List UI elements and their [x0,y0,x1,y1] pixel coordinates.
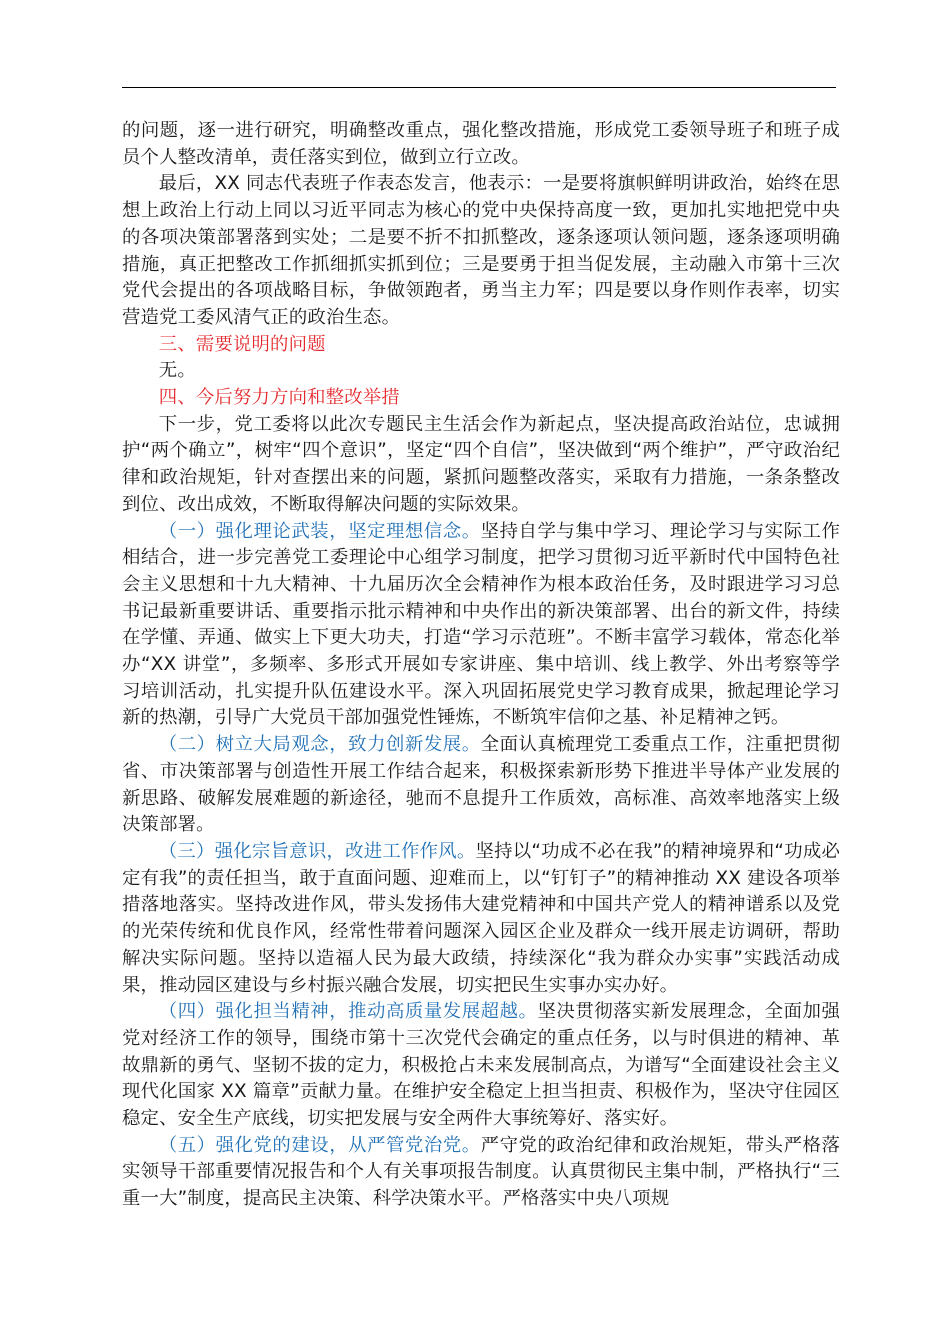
measure-paragraph [122,999,840,1133]
measure-lead: （三）强化宗旨意识，改进工作作风。 [158,840,476,862]
header-rule [122,87,836,88]
measure-text: 全面认真梳理党工委重点工作，注重把贯彻省、市决策部署与创造性开展工作结合起来，积极探索新形势下推进半导体产业发展的新思路、破解发展难题的新途径，驰而不息提升工作质效，高标准、高效率地落实上级决策部署。 [122,734,840,836]
measure-text: 坚决贯彻落实新发展理念，全面加强党对经济工作的领导，围绕市第十三次党代会确定的重点任务，以与时俱进的精神、革故鼎新的勇气、坚韧不拔的定力，积极抢占未来发展制高点，为谱写“全面建设社会主义现代化国家 XX 篇章”贡献力量。在维护安全稳定上担当担责、积极作为，坚决守住园区稳定、安全生产底线，切实把发展与安全两件大事统筹好、落实好。 [122,1001,840,1130]
measure-lead: （二）树立大局观念，致力创新发展。 [158,734,481,756]
body-paragraph: 的问题，逐一进行研究，明确整改重点，强化整改措施，形成党工委领导班子和班子成员个人整改清单，责任落实到位，做到立行立改。 [122,120,840,168]
measure-text: 坚持以“功成不必在我”的精神境界和“功成必定有我”的责任担当，敢于直面问题、迎难而上，以“钉钉子”的精神推动 XX 建设各项举措落地落实。坚持改进作风，带头发扬伟大建党精神和中国共产党人的精神谱系以及党的光荣传统和优良作风，经常性带着问题深入园区企业及群众一线开展走访调研，帮助解决实际问题。坚持以造福人民为最大政绩，持续深化“我为群众办实事”实践活动成果，推动园区建设与乡村振兴融合发展，切实把民生实事办实办好。 [122,840,840,996]
body-paragraph: 最后，XX 同志代表班子作表态发言，他表示：一是要将旗帜鲜明讲政治，始终在思想上政治上行动上同以习近平同志为核心的党中央保持高度一致，更加扎实地把党中央的各项决策部署落到实处；二是要不折不扣抓整改，逐条逐项认领问题，逐条逐项明确措施，真正把整改工作抓细抓实抓到位；三是要勇于担当促发展，主动融入市第十三次党代会提出的各项战略目标，争做领跑者，勇当主力军；四是要以身作则作表率，切实营造党工委风清气正的政治生态。 [122,173,840,328]
body-paragraph: 下一步，党工委将以此次专题民主生活会作为新起点，坚决提高政治站位，忠诚拥护“两个确立”，树牢“四个意识”，坚定“四个自信”，坚决做到“两个维护”，严守政治纪律和政治规矩，针对查摆出来的问题，紧抓问题整改落实，采取有力措施，一条条整改到位、改出成效，不断取得解决问题的实际效果。 [122,413,840,515]
section-heading: 四、今后努力方向和整改举措 [158,387,400,409]
measure-paragraph [122,839,840,999]
document-body [122,118,840,1213]
body-paragraph: 无。 [158,360,196,382]
measure-lead: （四）强化担当精神，推动高质量发展超越。 [158,1001,538,1023]
section-heading: 三、需要说明的问题 [158,333,326,355]
measure-lead: （一）强化理论武装，坚定理想信念。 [158,520,481,542]
measure-text: 严守党的政治纪律和政治规矩，带头严格落实领导干部重要情况报告和个人有关事项报告制度。认真贯彻民主集中制，严格执行“三重一大”制度，提高民主决策、科学决策水平。严格落实中央八项规 [122,1134,840,1210]
measure-paragraph [122,732,840,839]
measure-paragraph [122,519,840,733]
measure-lead: （五）强化党的建设，从严管党治党。 [158,1134,481,1156]
measure-paragraph [122,1133,840,1213]
measure-text: 坚持自学与集中学习、理论学习与实际工作相结合，进一步完善党工委理论中心组学习制度，把学习贯彻习近平新时代中国特色社会主义思想和十九大精神、十九届历次全会精神作为根本政治任务，及时跟进学习习总书记最新重要讲话、重要指示批示精神和中央作出的新决策部署、出台的新文件，持续在学懂、弄通、做实上下更大功夫，打造“学习示范班”。不断丰富学习载体，常态化举办“XX 讲堂”，多频率、多形式开展如专家讲座、集中培训、线上教学、外出考察等学习培训活动，扎实提升队伍建设水平。深入巩固拓展党史学习教育成果，掀起理论学习新的热潮，引导广大党员干部加强党性锤炼，不断筑牢信仰之基、补足精神之钙。 [122,520,840,729]
